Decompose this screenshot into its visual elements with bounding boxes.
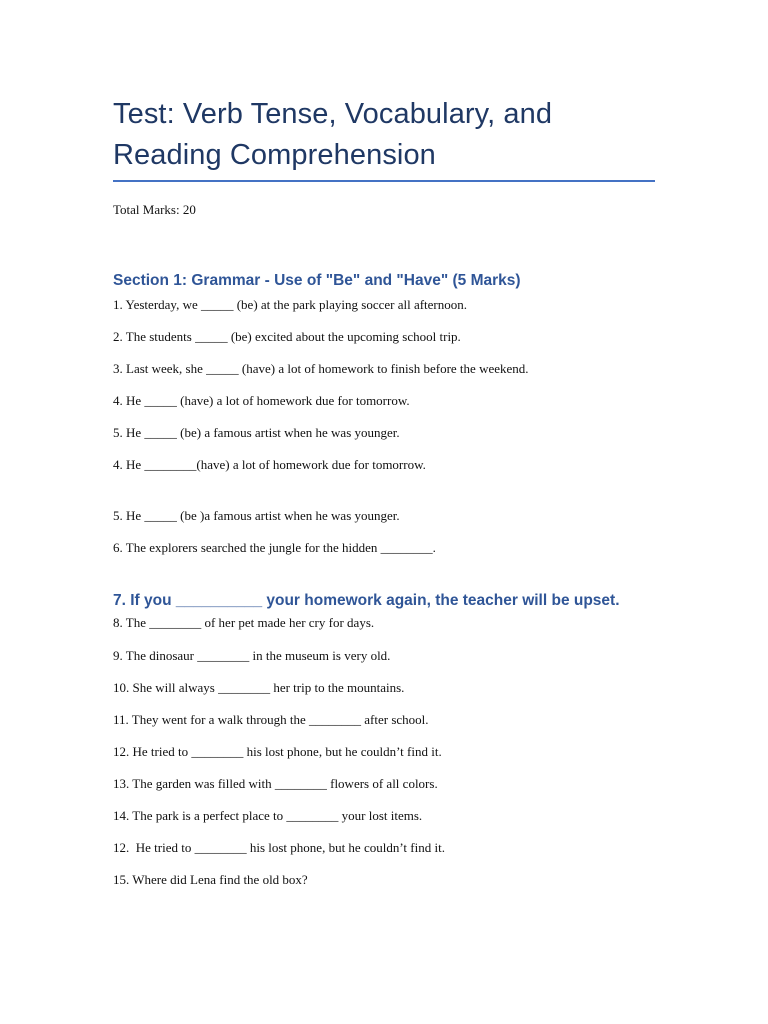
question-item: 15. Where did Lena find the old box?	[113, 872, 308, 887]
question-item: 2. The students _____ (be) excited about the upcoming school trip.	[113, 329, 461, 344]
question-item: 3. Last week, she _____ (have) a lot of homework to finish before the weekend.	[113, 361, 529, 376]
title-underline	[113, 180, 655, 182]
question-item: 6. The explorers searched the jungle for the hidden ________.	[113, 540, 436, 555]
question-item: 5. He _____ (be )a famous artist when he was younger.	[113, 508, 400, 523]
section1-heading: Section 1: Grammar - Use of "Be" and "Have" (5 Marks)	[113, 272, 521, 289]
question-item: 14. The park is a perfect place to ________ your lost items.	[113, 808, 423, 823]
question-item: 4. He ________(have) a lot of homework due for tomorrow.	[113, 457, 426, 472]
question-item: 10. She will always ________ her trip to the mountains.	[113, 680, 405, 695]
question-item: 9. The dinosaur ________ in the museum is very old.	[113, 648, 391, 663]
question-item: 1. Yesterday, we _____ (be) at the park playing soccer all afternoon.	[113, 297, 468, 312]
question-item: 8. The ________ of her pet made her cry for days.	[113, 615, 375, 630]
document-title: Test: Verb Tense, Vocabulary, and Reading Comprehension	[113, 98, 553, 171]
question-item: 5. He _____ (be) a famous artist when he was younger.	[113, 425, 400, 440]
total-marks: Total Marks: 20	[113, 202, 196, 217]
question-item: 12. He tried to ________ his lost phone, but he couldn’t find it.	[113, 744, 442, 759]
question-item: 13. The garden was filled with ________ flowers of all colors.	[113, 776, 438, 791]
question-item: 11. They went for a walk through the ________ after school.	[113, 712, 429, 727]
question-item: 12. He tried to ________ his lost phone, but he couldn’t find it.	[113, 840, 445, 855]
question-item: 4. He _____ (have) a lot of homework due for tomorrow.	[113, 393, 410, 408]
question7-heading: 7. If you __________ your homework again, the teacher will be upset.	[113, 592, 620, 609]
